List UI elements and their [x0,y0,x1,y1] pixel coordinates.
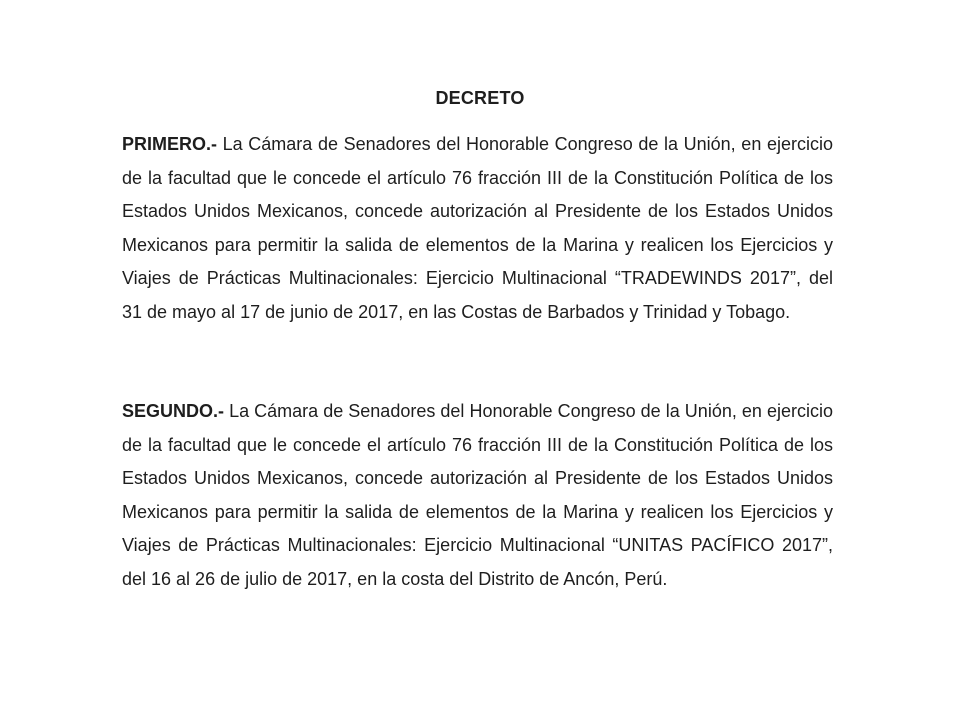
article-primero [122,128,833,329]
article-body: La Cámara de Senadores del Honorable Congreso de la Unión, en ejercicio de la facultad que le concede el artículo 76 fracción III de la Constitución Política de los Estados Unidos Mexicanos, concede autorización al Presidente de los Estados Unidos Mexicanos para permitir la salida de elementos de la Marina y realicen los Ejercicios y Viajes de Prácticas Multinacionales: Ejercicio Multinacional “TRADEWINDS 2017”, del 31 de mayo al 17 de junio de 2017, en las Costas de Barbados y Trinidad y Tobago. [122,134,833,322]
article-lead: SEGUNDO.- [122,401,230,421]
document-title: DECRETO [435,88,525,108]
article-lead: PRIMERO.- [122,134,223,154]
article-body: La Cámara de Senadores del Honorable Congreso de la Unión, en ejercicio de la facultad que le concede el artículo 76 fracción III de la Constitución Política de los Estados Unidos Mexicanos, concede autorización al Presidente de los Estados Unidos Mexicanos para permitir la salida de elementos de la Marina y realicen los Ejercicios y Viajes de Prácticas Multinacionales: Ejercicio Multinacional “UNITAS PACÍFICO 2017”, del 16 al 26 de julio de 2017, en la costa del Distrito de Ancón, Perú. [122,401,833,589]
article-segundo [122,395,833,596]
